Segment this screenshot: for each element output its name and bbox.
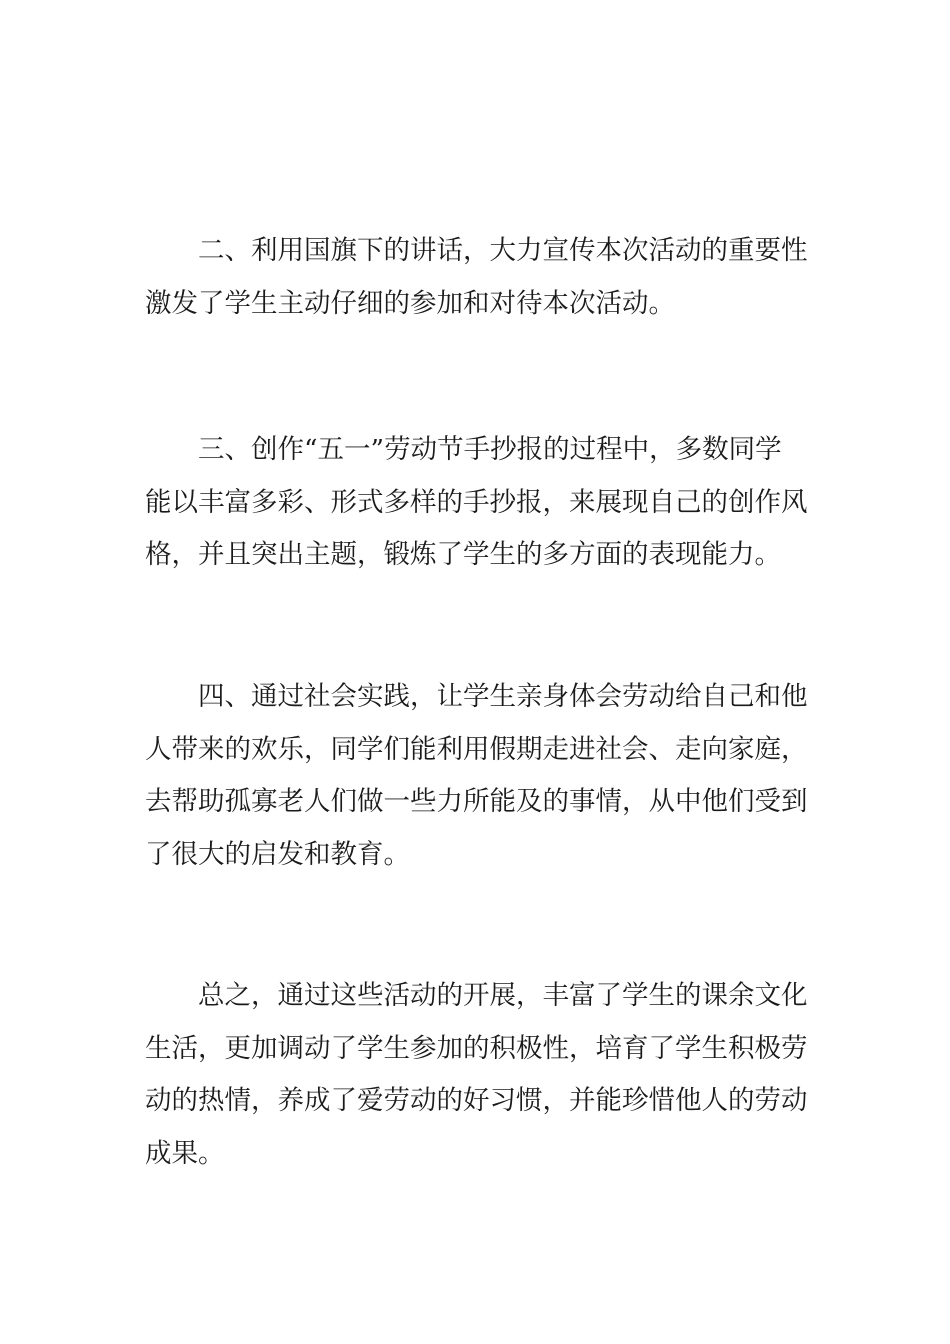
paragraph-line: 能以丰富多彩、形式多样的手抄报，来展现自己的创作风: [145, 486, 808, 518]
paragraph-two: [145, 225, 815, 330]
paragraph-summary: [145, 970, 815, 1180]
paragraph-line: 激发了学生主动仔细的参加和对待本次活动。: [145, 287, 675, 319]
paragraph-line: 人带来的欢乐，同学们能利用假期走进社会、走向家庭，: [145, 733, 808, 765]
paragraph-line: 生活，更加调动了学生参加的积极性，培育了学生积极劳: [145, 1032, 808, 1064]
paragraph-line: 二、利用国旗下的讲话，大力宣传本次活动的重要性: [198, 235, 808, 266]
paragraph-line: 成果。: [145, 1137, 225, 1169]
paragraph-line: 总之，通过这些活动的开展，丰富了学生的课余文化: [198, 980, 808, 1011]
paragraph-four: [145, 671, 815, 881]
paragraph-line: 动的热情，养成了爱劳动的好习惯，并能珍惜他人的劳动: [145, 1085, 808, 1116]
paragraph-three: [145, 424, 815, 582]
paragraph-line: 了很大的启发和教育。: [145, 838, 410, 870]
paragraph-line: 三、创作“五一”劳动节手抄报的过程中，多数同学: [198, 434, 782, 465]
paragraph-line: 四、通过社会实践，让学生亲身体会劳动给自己和他: [198, 681, 808, 712]
paragraph-line: 去帮助孤寡老人们做一些力所能及的事情，从中他们受到: [145, 786, 808, 817]
paragraph-line: 格，并且突出主题，锻炼了学生的多方面的表现能力。: [145, 539, 781, 570]
